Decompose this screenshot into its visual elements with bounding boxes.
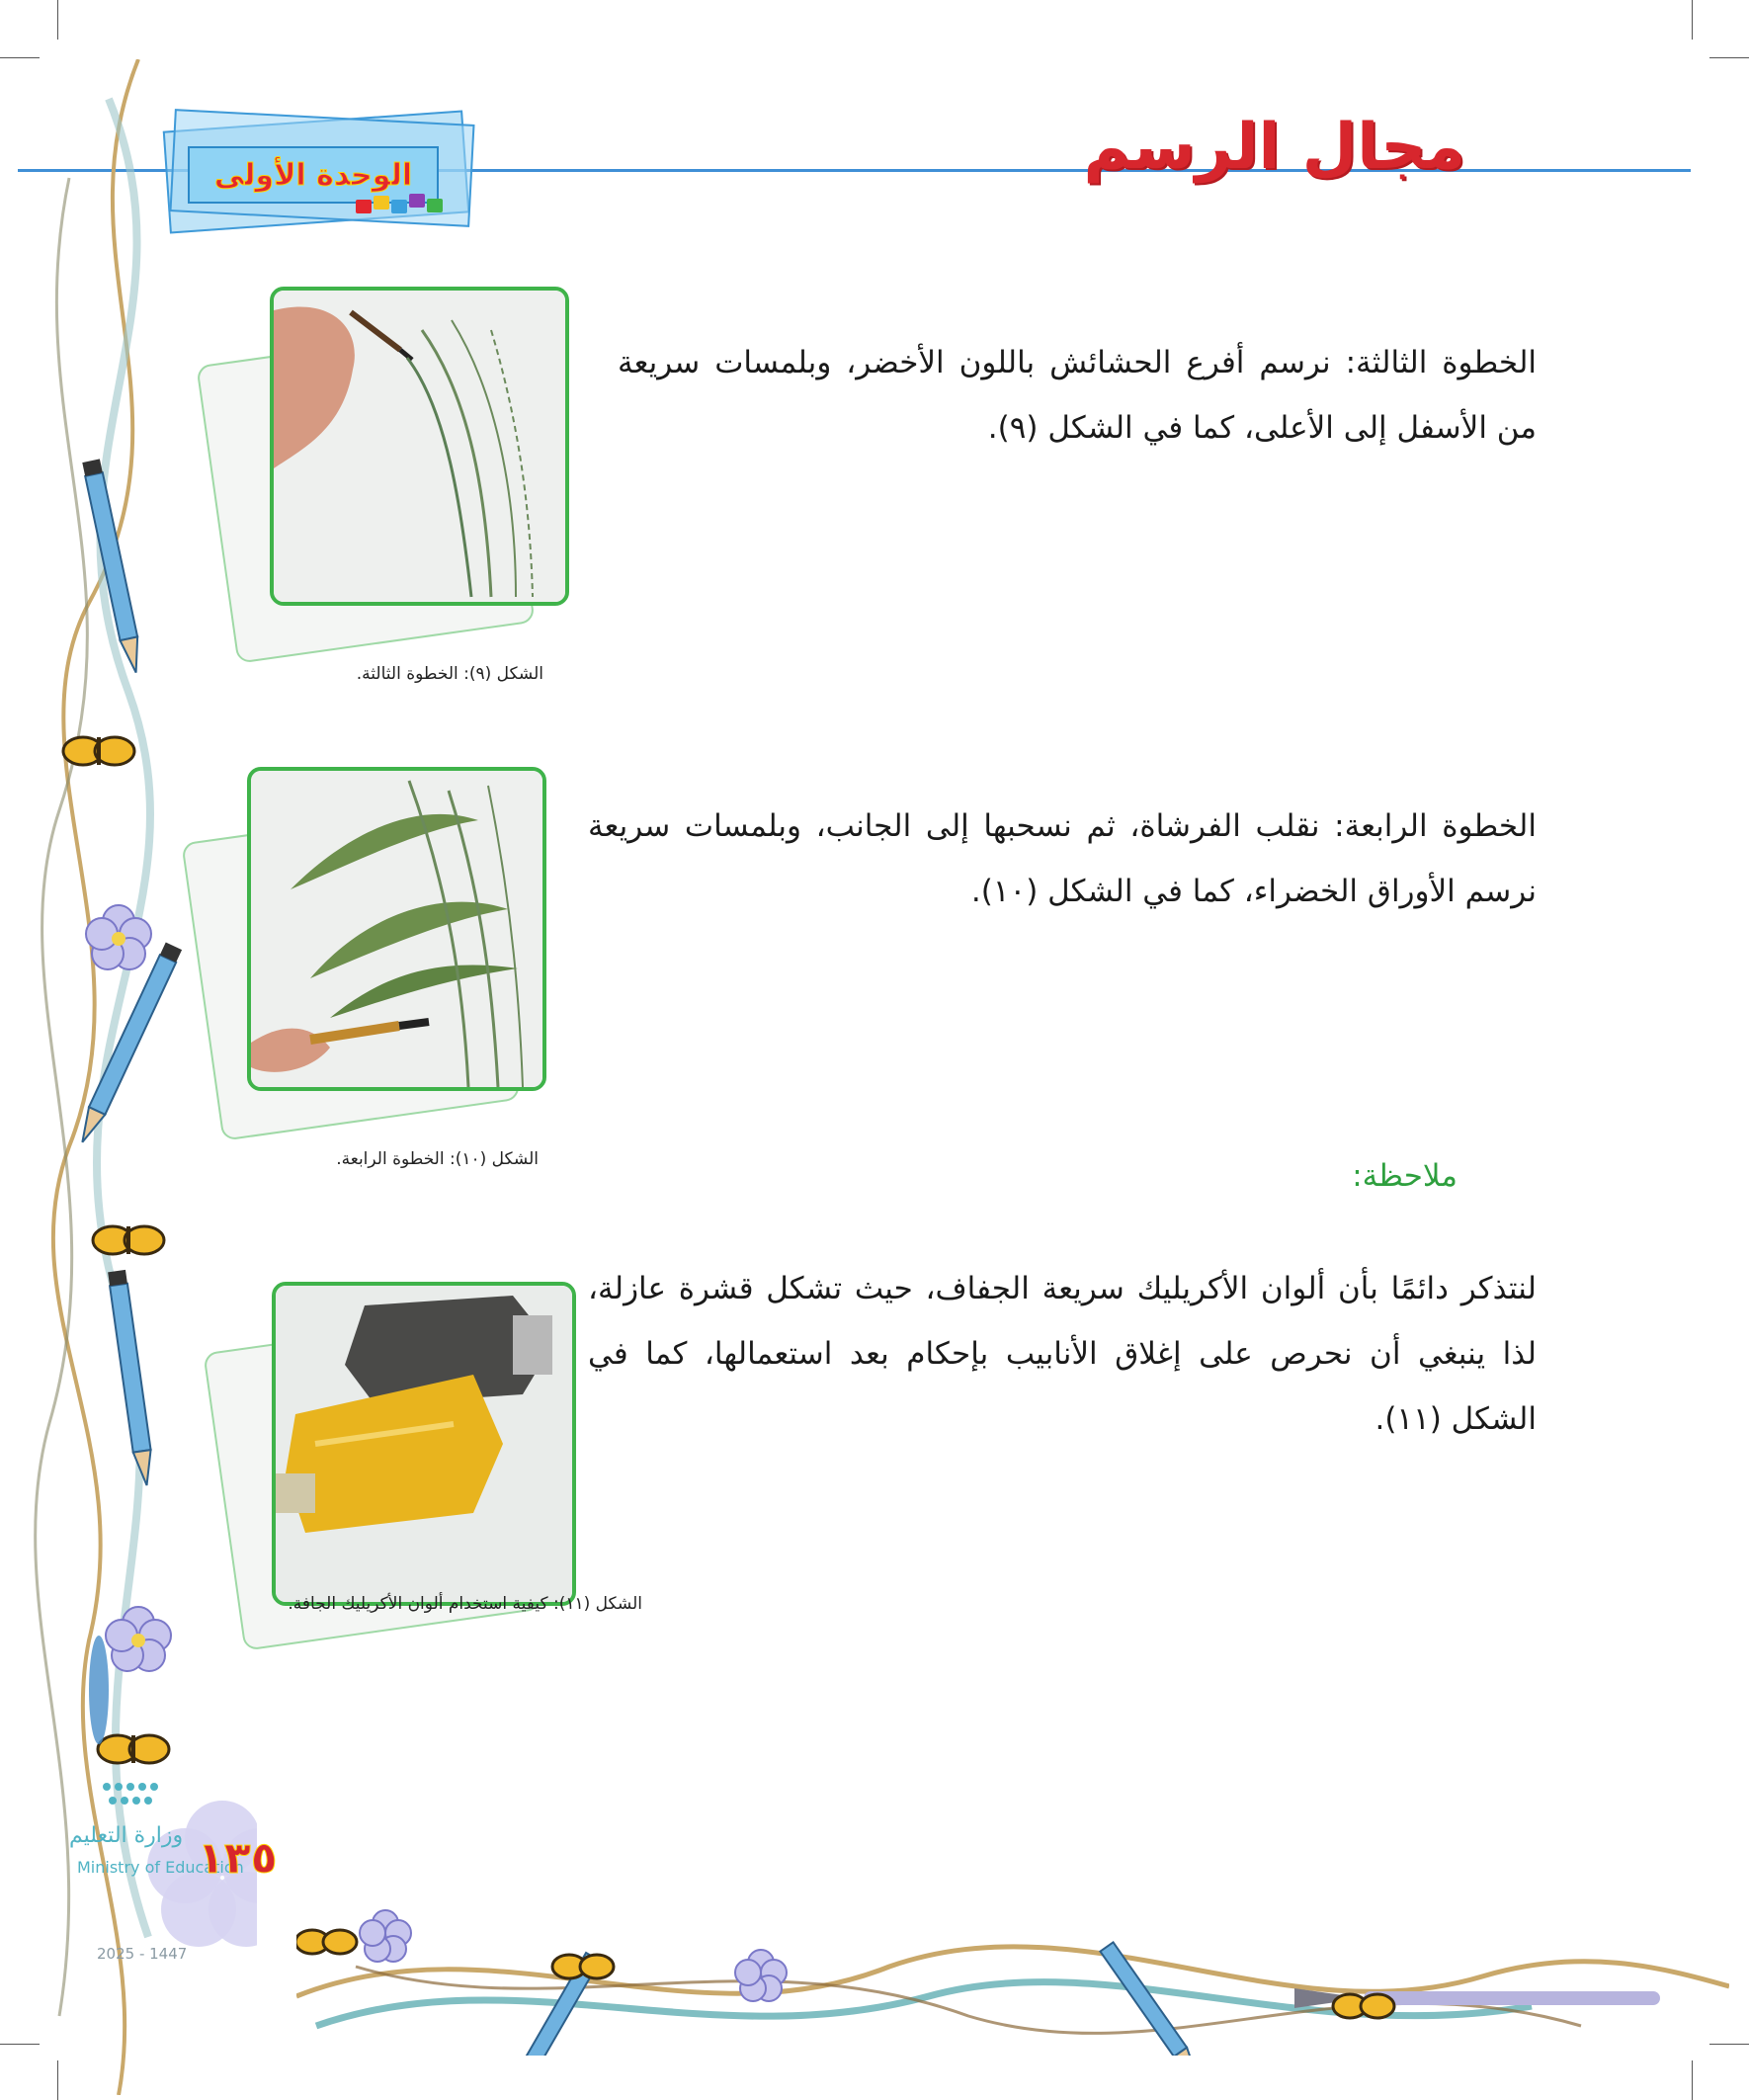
- pencil-icon: [108, 1270, 155, 1486]
- grass-brush-illustration: [274, 291, 565, 602]
- butterfly-icon: [93, 1226, 164, 1254]
- figure-photo-frame: [247, 767, 546, 1091]
- page-number: ١٣٥: [198, 1833, 278, 1884]
- figure-photo-frame: [272, 1282, 576, 1606]
- section-title: مجال الرسم: [1083, 111, 1465, 184]
- figure-10-caption: الشكل (١٠): الخطوة الرابعة.: [336, 1149, 539, 1169]
- crop-mark: [57, 0, 58, 40]
- ministry-name-en: Ministry of Education: [77, 1858, 244, 1877]
- crop-mark: [1692, 0, 1693, 40]
- figure-9-caption: الشكل (٩): الخطوة الثالثة.: [356, 664, 543, 684]
- butterfly-icon: [296, 1930, 357, 1954]
- edition-year: 2025 - 1447: [97, 1945, 188, 1963]
- crop-mark: [0, 57, 40, 58]
- ministry-name-ar: وزارة التعليم: [69, 1823, 184, 1848]
- note-paragraph: لنتذكر دائمًا بأن ألوان الأكريليك سريعة الجفاف، حيث تشكل قشرة عازلة، لذا ينبغي أن نحرص على إغلاق الأنابيب بإحكام بعد استعمالها، كما في الشكل (١١).: [588, 1271, 1537, 1437]
- paint-tubes-illustration: [276, 1286, 572, 1602]
- decorative-border-bottom: [296, 1878, 1729, 2056]
- unit-badge: [158, 107, 479, 235]
- unit-label: الوحدة الأولى: [213, 157, 413, 193]
- crop-mark: [1692, 2060, 1693, 2100]
- butterfly-icon: [63, 737, 134, 765]
- crayons-icon: [356, 194, 455, 215]
- step4-paragraph: الخطوة الرابعة: نقلب الفرشاة، ثم نسحبها إلى الجانب، وبلمسات سريعة نرسم الأوراق الخضراء، كما في الشكل (١٠).: [588, 808, 1537, 909]
- figure-photo-frame: [270, 287, 569, 606]
- flower-icon: [106, 1607, 171, 1671]
- flower-icon: [735, 1950, 787, 2001]
- crop-mark: [1709, 57, 1749, 58]
- flower-icon: [360, 1910, 411, 1962]
- butterfly-icon: [98, 1735, 169, 1763]
- figure-11-caption: الشكل (١١): كيفية استخدام ألوان الأكريليك الجافة.: [288, 1594, 642, 1614]
- butterfly-icon: [552, 1955, 614, 1978]
- leaves-brush-illustration: [251, 771, 542, 1087]
- step3-paragraph: الخطوة الثالثة: نرسم أفرع الحشائش باللون الأخضر، وبلمسات سريعة من الأسفل إلى الأعلى، كما في الشكل (٩).: [618, 345, 1537, 446]
- butterfly-icon: [1333, 1994, 1394, 2018]
- note-title: ملاحظة:: [1352, 1158, 1458, 1194]
- figure-9: [215, 287, 571, 662]
- figure-10: [193, 767, 558, 1142]
- ministry-dots-icon: [99, 1779, 188, 1818]
